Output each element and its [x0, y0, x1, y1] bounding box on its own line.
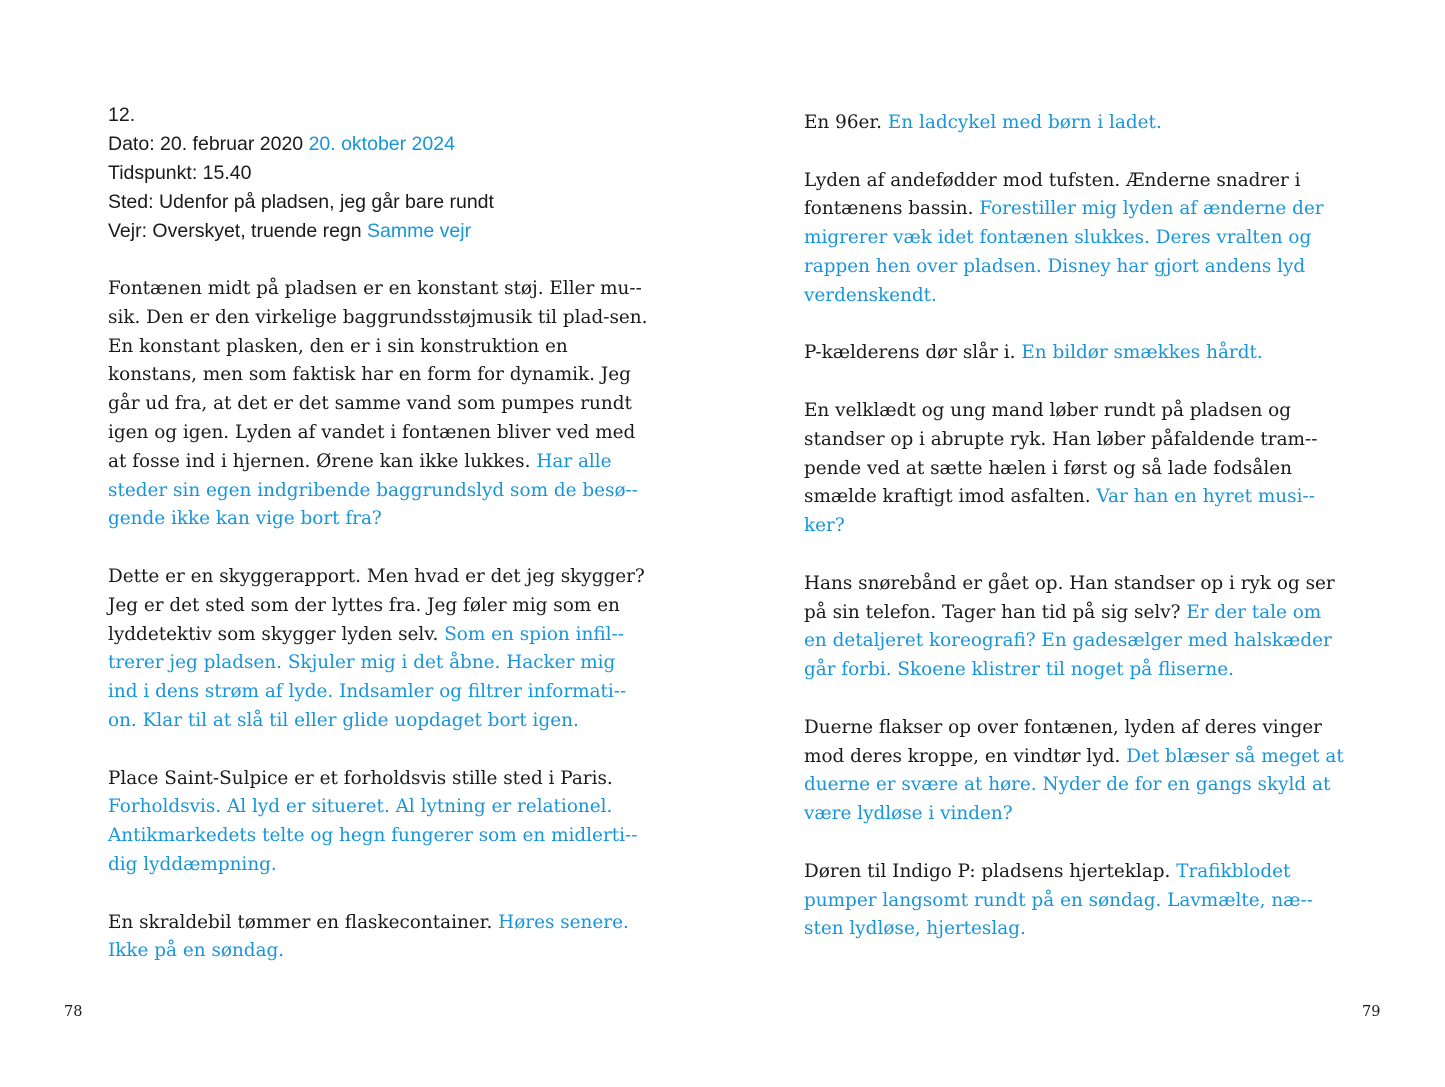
paragraph-added-text: Var han en hyret musi-ker?: [804, 486, 1315, 537]
paragraph-added-text: Høres senere. Ikke på en søndag.: [108, 911, 629, 962]
left-text-column: [108, 101, 648, 995]
paragraph-added-text: Forestiller mig lyden af ænderne der migrerer væk idet fontænen slukkes. Deres vralten og rappen hen over pladsen. Disney har gjort andens lyd verdenskendt.: [804, 198, 1324, 306]
paragraph-original-text: Døren til Indigo P: pladsens hjerteklap.: [804, 860, 1171, 882]
page-number-right: 79: [1362, 1004, 1381, 1020]
paragraph: [804, 714, 1344, 829]
paragraph-added-text: Trafikblodet pumper langsomt rundt på en søndag. Lavmælte, næ-sten lydløse, hjerteslag.: [804, 860, 1313, 940]
paragraph-original-text: Dette er en skyggerapport. Men hvad er det jeg skygger? Jeg er det sted som der lyttes fra. Jeg føler mig som en lyddetektiv som skygger lyden selv.: [108, 565, 645, 645]
paragraph-added-text: Er der tale om en detaljeret koreografi? En gadesælger med halskæder går forbi. Skoene klistrer til noget på fliserne.: [804, 601, 1332, 681]
paragraph: [804, 397, 1344, 541]
weather-label: Vejr: Overskyet, truende regn: [108, 220, 362, 242]
place-line: Sted: Udenfor på pladsen, jeg går bare rundt: [108, 191, 494, 213]
weather-revised: Samme vejr: [367, 220, 472, 242]
paragraph: [108, 275, 648, 534]
paragraph-original-text: En velklædt og ung mand løber rundt på pladsen og standser op i abrupte ryk. Han løber påfaldende tram-pende ved at sætte hælen i først og så lade fodsålen smælde kraftigt imod asfalten.: [804, 399, 1318, 508]
date-revised: 20. oktober 2024: [308, 133, 455, 155]
paragraph: [108, 909, 648, 967]
left-page: [0, 0, 722, 1087]
paragraph: [804, 339, 1344, 368]
paragraph-original-text: P-kælderens dør slår i.: [804, 342, 1016, 364]
paragraph-added-text: Som en spion infil-trerer jeg pladsen. Skjuler mig i det åbne. Hacker mig ind i dens strøm af lyde. Indsamler og filtrer informati-on. Klar til at slå til eller glide uopdaget bort igen.: [108, 623, 627, 731]
paragraph-original-text: Place Saint-Sulpice er et forholdsvis stille sted i Paris.: [108, 767, 613, 789]
paragraph: [804, 167, 1344, 311]
entry-metadata: [108, 101, 648, 246]
weather-line: [108, 217, 648, 246]
page-number-left: 78: [64, 1004, 83, 1020]
paragraph: [804, 109, 1344, 138]
right-page: [722, 0, 1445, 1087]
paragraph-original-text: Fontænen midt på pladsen er en konstant støj. Eller mu-sik. Den er den virkelige baggrundsstøjmusik til plad-sen. En konstant plasken, den er i sin konstruktion en konstans, men som faktisk har en form for dynamik. Jeg går ud fra, at det er det samme vand som pumpes rundt igen og igen. Lyden af vandet i fontænen bliver ved med at fosse ind i hjernen. Ørene kan ikke lukkes.: [108, 278, 648, 472]
paragraph-added-text: En ladcykel med børn i ladet.: [887, 112, 1162, 133]
paragraph: [108, 563, 648, 736]
paragraph: [804, 570, 1344, 685]
entry-number: 12.: [108, 104, 136, 126]
date-line: [108, 130, 648, 159]
paragraph-original-text: Hans snørebånd er gået op. Han standser op i ryk og ser på sin telefon. Tager han tid på sig selv?: [804, 572, 1335, 623]
time-line: Tidspunkt: 15.40: [108, 162, 252, 184]
paragraph: [804, 858, 1344, 944]
paragraph-added-text: Har alle steder sin egen indgribende baggrundslyd som de besø-gende ikke kan vige bort fra?: [108, 450, 638, 530]
paragraph-original-text: Duerne flakser op over fontænen, lyden af deres vinger mod deres kroppe, en vindtør lyd.: [804, 716, 1322, 767]
paragraph-original-text: En 96er.: [804, 112, 883, 133]
paragraph-added-text: Forholdsvis. Al lyd er situeret. Al lytning er relationel. Antikmarkedets telte og hegn fungerer som en midlerti-dig lyddæmpning.: [108, 796, 638, 875]
paragraph: [108, 765, 648, 880]
paragraph-added-text: En bildør smækkes hårdt.: [1021, 342, 1263, 364]
right-text-column: [804, 109, 1344, 973]
paragraph-original-text: En skraldebil tømmer en flaskecontainer.: [108, 911, 493, 933]
paragraph-original-text: Lyden af andefødder mod tufsten. Ænderne snadrer i fontænens bassin.: [804, 169, 1301, 220]
paragraph-added-text: Det blæser så meget at duerne er svære at høre. Nyder de for en gangs skyld at være lydløse i vinden?: [804, 745, 1344, 825]
date-label: Dato: 20. februar 2020: [108, 133, 304, 155]
